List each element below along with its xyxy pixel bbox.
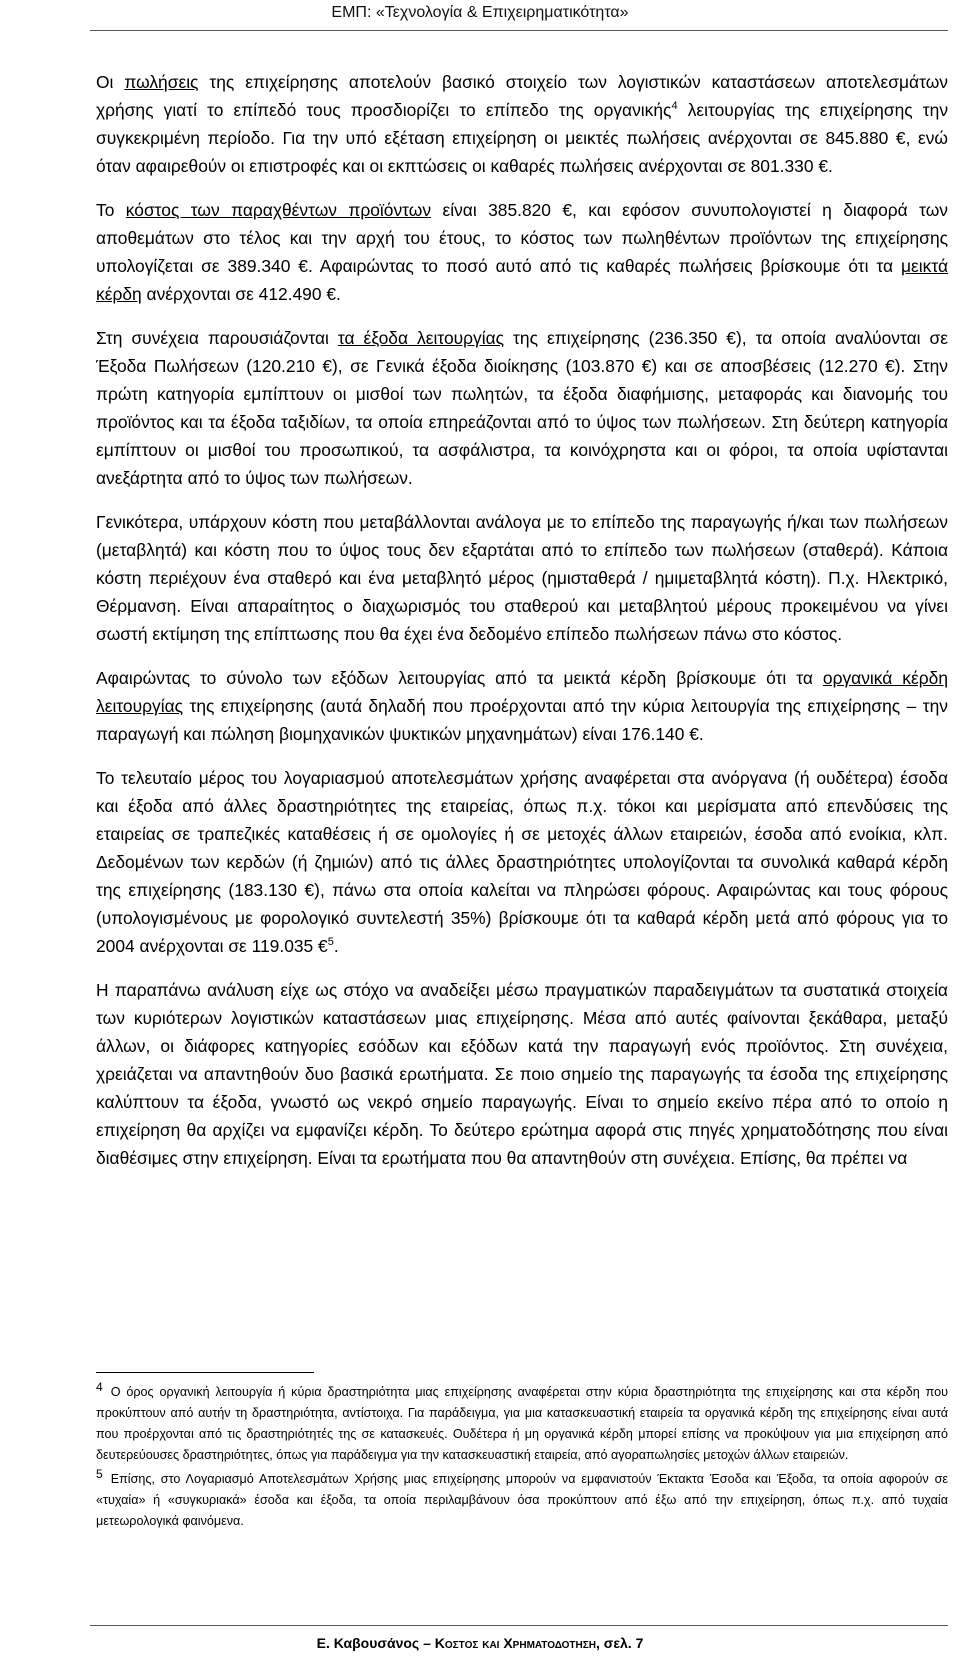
running-header: ΕΜΠ: «Τεχνολογία & Επιχειρηματικότητα»: [331, 4, 629, 21]
footer-page: , σελ. 7: [596, 1635, 644, 1651]
text-run: ανέρχονται σε 412.490 €.: [141, 284, 341, 304]
footnote-text: Επίσης, στο Λογαριασμό Αποτελεσμάτων Χρήσης μιας επιχείρησης μπορούν να εμφανιστούν Έκτακτα Έσοδα και Έξοδα, τα οποία αφορούν σε «τυχαία» ή «συγκυριακά» έσοδα και έξοδα, τα οποία περιλαμβάνουν όσα προκύπτουν από έξω από την επιχείρηση, όπως π.χ. από τυχαία μετεωρολογικά φαινόμενα.: [96, 1472, 948, 1528]
text-run: λειτουργίας της επιχείρησης την συγκεκριμένη περίοδο. Για την υπό εξέταση επιχείρηση οι μεικτές πωλήσεις ανέρχονται σε 845.880 €, ενώ όταν αφαιρεθούν οι επιστροφές και οι εκπτώσεις οι καθαρές πωλήσεις ανέρχονται σε 801.330 €.: [96, 100, 949, 176]
body-text: [96, 68, 948, 1188]
paragraph: [96, 196, 948, 308]
footer-title: Κοστος και Χρηματοδοτηση: [434, 1635, 596, 1651]
paragraph: [96, 68, 948, 180]
underlined-term: οργανικά κέρδη λειτουργίας: [96, 668, 948, 716]
footer-author: Ε. Καβουσάνος –: [316, 1635, 435, 1651]
text-run: .: [333, 936, 339, 956]
footnote-number: 4: [96, 1379, 103, 1394]
paragraph: [96, 764, 948, 960]
text-run: της επιχείρησης (αυτά δηλαδή που προέρχονται από την κύρια λειτουργία της επιχείρησης – την παραγωγή και πώληση βιομηχανικών ψυκτικών μηχανημάτων) είναι 176.140 €.: [96, 696, 948, 744]
text-run: Το: [96, 200, 126, 220]
underlined-term: πωλήσεις: [124, 72, 199, 92]
footnote-ref: 4: [671, 100, 678, 113]
footnote: [96, 1466, 948, 1532]
footnote: [96, 1379, 948, 1466]
footer-rule: [90, 1625, 948, 1626]
footnote-text: Ο όρος οργανική λειτουργία ή κύρια δραστηριότητα μιας επιχείρησης αναφέρεται στην κύρια δραστηριότητα της επιχείρησης και στα κέρδη που προκύπτουν από αυτήν τη δραστηριότητα, αντίστοιχα. Για παράδειγμα, για μια κατασκευαστική εταιρεία τα οργανικά κέρδη της επιχείρησης είναι αυτά που προέρχονται από τις δραστηριότητές της σε κατασκευές. Ουδέτερα ή μη οργανικά κέρδη μπορεί επίσης να προκύψουν για μια επιχείρηση από δευτερεύουσες δραστηριότητες, όπως για παράδειγμα για την κατασκευαστική εταιρεία, από αγοραπωλησίες μετοχών άλλων εταιρειών.: [96, 1385, 948, 1462]
underlined-term: τα έξοδα λειτουργίας: [337, 328, 505, 348]
paragraph: [96, 324, 948, 492]
footnote-separator: [96, 1372, 314, 1373]
text-run: είναι 385.820 €, και εφόσον συνυπολογιστεί η διαφορά των αποθεμάτων στο τέλος και την αρχή του έτους, το κόστος των πωληθέντων προϊόντων της επιχείρησης υπολογίζεται σε 389.340 €. Αφαιρώντας το ποσό αυτό από τις καθαρές πωλήσεις βρίσκουμε ότι τα: [96, 200, 948, 276]
text-run: Το τελευταίο μέρος του λογαριασμού αποτελεσμάτων χρήσης αναφέρεται στα ανόργανα (ή ουδέτερα) έσοδα και έξοδα από άλλες δραστηριότητες της εταιρείας, όπως π.χ. τόκοι και μερίσματα από επενδύσεις της εταιρείας σε τραπεζικές καταθέσεις ή σε ομολογίες ή σε μετοχές άλλων εταιρειών, έσοδα από ενοίκια, κλπ. Δεδομένων των κερδών (ή ζημιών) από τις άλλες δραστηριότητες υπολογίζονται τα συνολικά καθαρά κέρδη της επιχείρησης (183.130 €), πάνω στα οποία καλείται να πληρώσει φόρους. Αφαιρώντας και τους φόρους (υπολογισμένους με φορολογικό συντελεστή 35%) βρίσκουμε ότι τα καθαρά κέρδη μετά από φόρους για το 2004 ανέρχονται σε 119.035 €: [96, 768, 948, 956]
text-run: της επιχείρησης αποτελούν βασικό στοιχείο των λογιστικών καταστάσεων αποτελεσμάτων χρήσης γιατί το επίπεδό τους προσδιορίζει το επίπεδο της οργανικής: [96, 72, 948, 120]
text-run: της επιχείρησης (236.350 €), τα οποία αναλύονται σε Έξοδα Πωλήσεων (120.210 €), σε Γενικά έξοδα διοίκησης (103.870 €) και σε αποσβέσεις (12.270 €). Στην πρώτη κατηγορία εμπίπτουν οι μισθοί των πωλητών, τα έξοδα διαφήμισης, μεταφοράς και διανομής του προϊόντος και τα έξοδα ταξιδίων, τα οποία επηρεάζονται από το ύψος των πωλήσεων. Στη δεύτερη κατηγορία εμπίπτουν οι μισθοί του προσωπικού, τα ασφάλιστρα, τα κοινόχρηστα και οι φόροι, τα οποία υφίστανται ανεξάρτητα από το ύψος των πωλήσεων.: [96, 328, 949, 488]
footnote-ref: 5: [327, 936, 334, 949]
paragraph: [96, 664, 948, 748]
footnotes: [96, 1379, 948, 1535]
header-rule: [90, 30, 948, 31]
running-footer: [0, 1633, 960, 1653]
text-run: Αφαιρώντας το σύνολο των εξόδων λειτουργίας από τα μεικτά κέρδη βρίσκουμε ότι τα: [96, 668, 823, 688]
text-run: Οι: [96, 72, 125, 92]
footnote-number: 5: [96, 1466, 103, 1481]
text-run: Η παραπάνω ανάλυση είχε ως στόχο να αναδείξει μέσω πραγματικών παραδειγμάτων τα συστατικά στοιχεία των κυριότερων λογιστικών καταστάσεων μιας επιχείρησης. Μέσα από αυτές φαίνονται ξεκάθαρα, μεταξύ άλλων, οι διάφορες κατηγορίες εσόδων και εξόδων κατά την παραγωγή ενός προϊόντος. Στη συνέχεια, χρειάζεται να απαντηθούν δυο βασικά ερωτήματα. Σε ποιο σημείο της παραγωγής τα έσοδα της επιχείρησης καλύπτουν τα έξοδα, γνωστό ως νεκρό σημείο παραγωγής. Είναι το σημείο εκείνο πέρα από το οποίο η επιχείρηση θα αρχίζει να εμφανίζει κέρδη. Το δεύτερο ερώτημα αφορά στις πηγές χρηματοδότησης που είναι διαθέσιμες στην επιχείρηση. Είναι τα ερωτήματα που θα απαντηθούν στη συνέχεια. Επίσης, θα πρέπει να: [96, 980, 948, 1168]
underlined-term: κόστος των παραχθέντων προϊόντων: [125, 200, 432, 220]
paragraph: [96, 508, 948, 648]
text-run: Γενικότερα, υπάρχουν κόστη που μεταβάλλονται ανάλογα με το επίπεδο της παραγωγής ή/και των πωλήσεων (μεταβλητά) και κόστη που το ύψος τους δεν εξαρτάται από το επίπεδο των πωλήσεων (σταθερά). Κάποια κόστη περιέχουν ένα σταθερό και ένα μεταβλητό μέρος (ημισταθερά / ημιμεταβλητά κόστη). Π.χ. Ηλεκτρικό, Θέρμανση. Είναι απαραίτητος ο διαχωρισμός του σταθερού και μεταβλητού μέρους προκειμένου να γίνει σωστή εκτίμηση της επίπτωσης που θα έχει ένα δεδομένο επίπεδο πωλήσεων πάνω στο κόστος.: [96, 512, 948, 644]
paragraph: [96, 976, 948, 1172]
text-run: Στη συνέχεια παρουσιάζονται: [96, 328, 338, 348]
underlined-term: μεικτά κέρδη: [96, 256, 948, 304]
